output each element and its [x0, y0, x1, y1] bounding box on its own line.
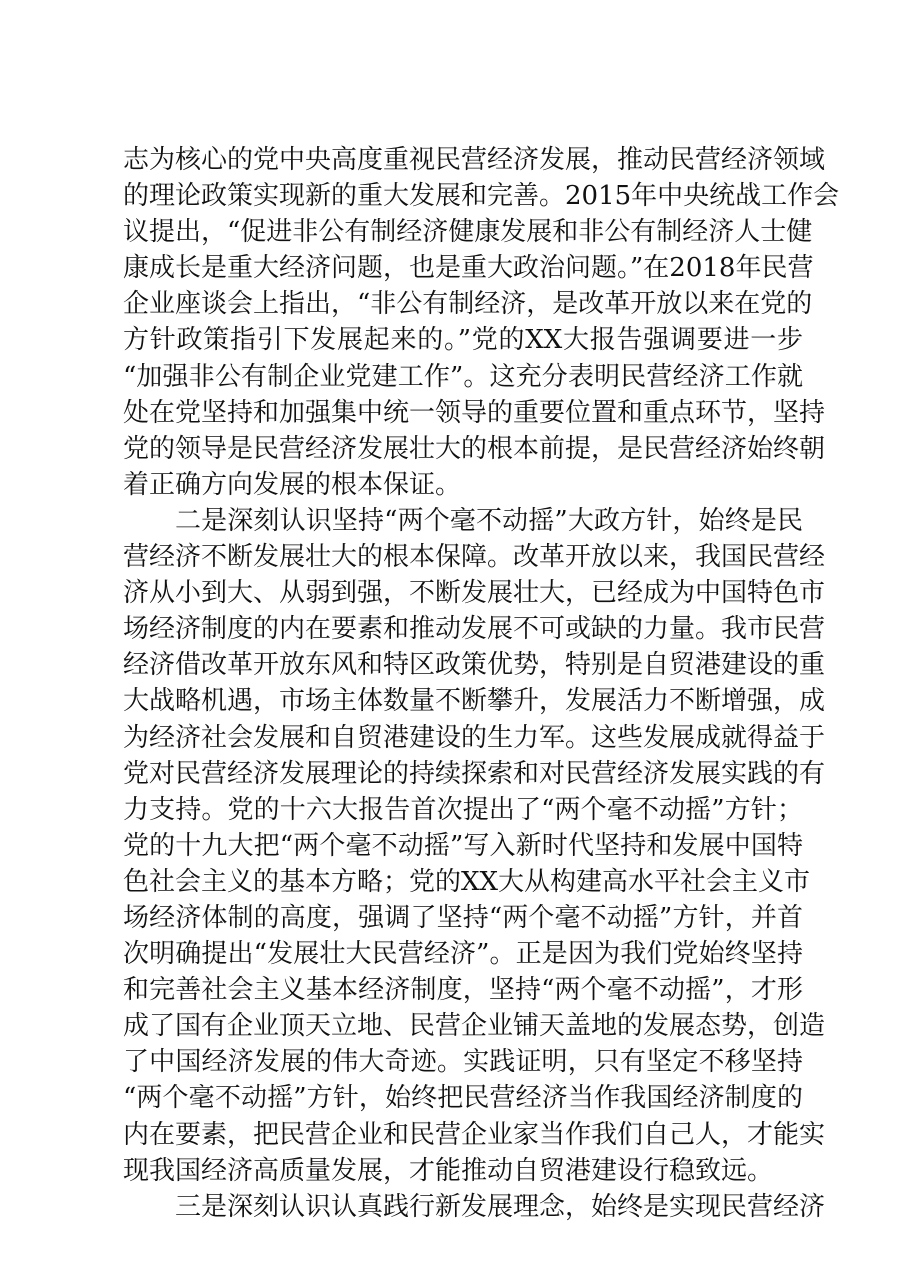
- text-line-24: 和完善社会主义基本经济制度，坚持“两个毫不动摇”，才形: [123, 975, 803, 1006]
- text-line-16: 大战略机遇，市场主体数量不断攀升，发展活力不断增强，成: [123, 686, 826, 717]
- text-line-21: 色社会主义的基本方略；党的XX大从构建高水平社会主义市: [123, 866, 811, 897]
- text-line-9: 党的领导是民营经济发展壮大的根本前提，是民营经济始终朝: [123, 433, 826, 464]
- text-line-8: 处在党坚持和加强集中统一领导的重要位置和重点环节，坚持: [123, 397, 826, 428]
- text-line-3: 议提出，“促进非公有制经济健康发展和非公有制经济人士健: [123, 217, 813, 248]
- text-line-26: 了中国经济发展的伟大奇迹。实践证明，只有坚定不移坚持: [123, 1047, 803, 1078]
- text-line-25: 成了国有企业顶天立地、民营企业铺天盖地的发展态势，创造: [123, 1011, 826, 1042]
- text-line-12: 营经济不断发展壮大的根本保障。改革开放以来，我国民营经: [123, 542, 826, 573]
- text-line-18: 党对民营经济发展理论的持续探索和对民营经济发展实践的有: [123, 758, 826, 789]
- text-line-22: 场经济体制的高度，强调了坚持“两个毫不动摇”方针，并首: [123, 902, 803, 933]
- text-line-23: 次明确提出“发展壮大民营经济”。正是因为我们党始终坚持: [123, 939, 803, 970]
- text-line-28: 内在要素，把民营企业和民营企业家当作我们自己人，才能实: [123, 1119, 826, 1150]
- text-line-17: 为经济社会发展和自贸港建设的生力军。这些发展成就得益于: [123, 722, 826, 753]
- text-line-1: 志为核心的党中央高度重视民营经济发展，推动民营经济领域: [123, 145, 826, 175]
- text-line-6: 方针政策指引下发展起来的。”党的XX大报告强调要进一步: [123, 325, 803, 356]
- paragraph-two-first-line: 二是深刻认识坚持“两个毫不动摇”大政方针，始终是民: [175, 505, 803, 536]
- text-line-27: “两个毫不动摇”方针，始终把民营经济当作我国经济制度的: [123, 1083, 803, 1114]
- text-line-29: 现我国经济高质量发展，才能推动自贸港建设行稳致远。: [123, 1155, 774, 1186]
- paragraph-three-first-line: 三是深刻认识认真践行新发展理念，始终是实现民营经济: [175, 1191, 826, 1222]
- text-line-13: 济从小到大、从弱到强，不断发展壮大，已经成为中国特色市: [123, 578, 826, 609]
- text-line-19: 力支持。党的十六大报告首次提出了“两个毫不动摇”方针；: [123, 794, 803, 825]
- text-line-4: 康成长是重大经济问题，也是重大政治问题。”在2018年民营: [123, 253, 814, 284]
- text-line-2: 的理论政策实现新的重大发展和完善。2015年中央统战工作会: [123, 181, 840, 212]
- text-line-5: 企业座谈会上指出，“非公有制经济，是改革开放以来在党的: [123, 289, 813, 320]
- text-line-15: 经济借改革开放东风和特区政策优势，特别是自贸港建设的重: [123, 650, 826, 681]
- text-line-10: 着正确方向发展的根本保证。: [123, 469, 462, 500]
- text-line-7: “加强非公有制企业党建工作”。这充分表明民营经济工作就: [123, 361, 803, 392]
- text-line-14: 场经济制度的内在要素和推动发展不可或缺的力量。我市民营: [123, 614, 826, 645]
- body-text: [123, 142, 840, 1225]
- text-line-20: 党的十九大把“两个毫不动摇”写入新时代坚持和发展中国特: [123, 830, 803, 861]
